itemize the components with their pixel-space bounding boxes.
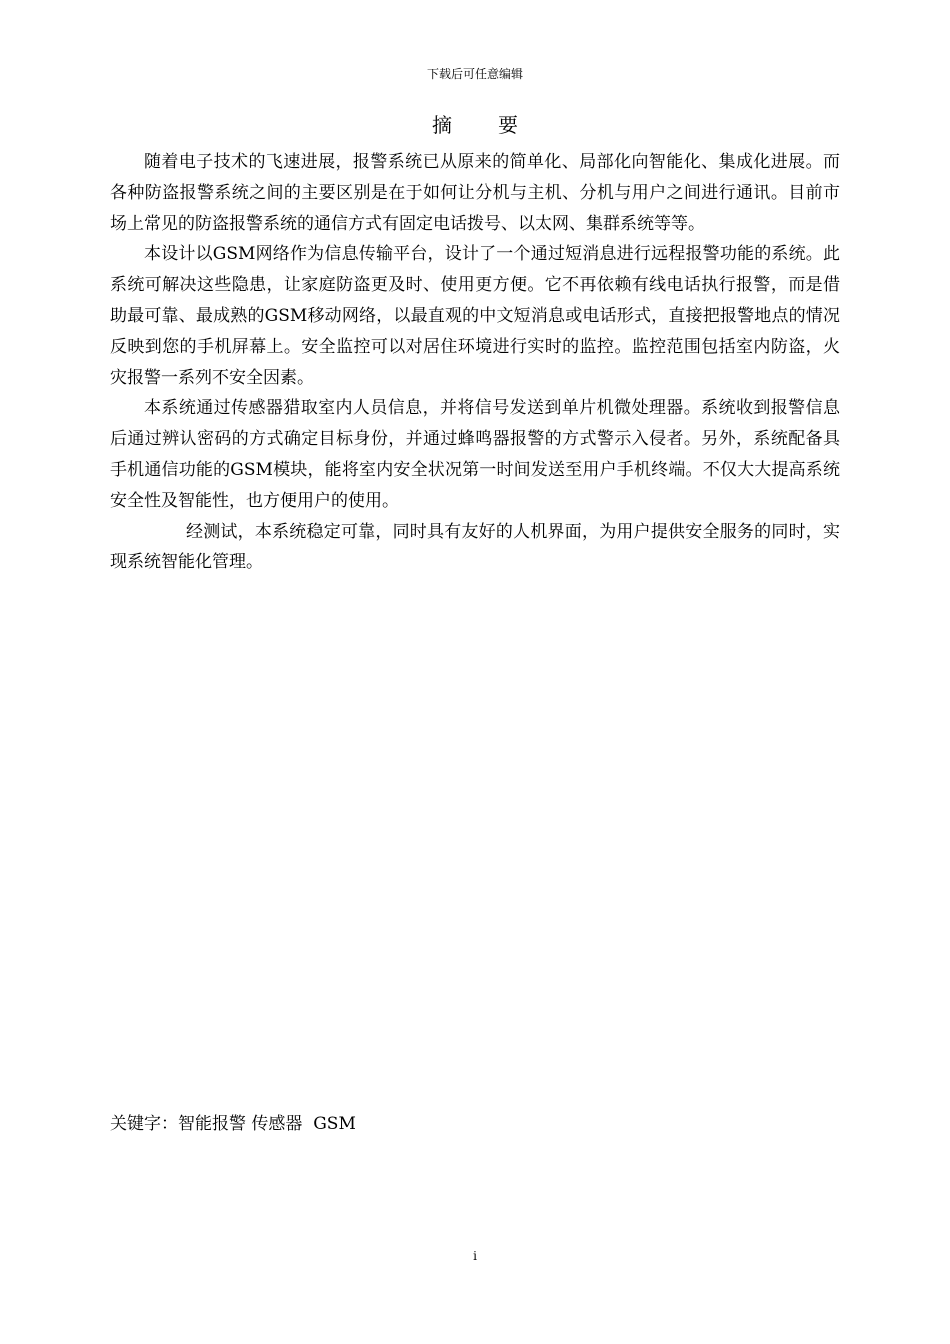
abstract-paragraph-2: 本设计以GSM网络作为信息传输平台，设计了一个通过短消息进行远程报警功能的系统。此系统可解决这些隐患，让家庭防盗更及时、使用更方便。它不再依赖有线电话执行报警，而是借助最可靠、最成熟的GSM移动网络，以最直观的中文短消息或电话形式，直接把报警地点的情况反映到您的手机屏幕上。安全监控可以对居住环境进行实时的监控。监控范围包括室内防盗，火灾报警一系列不安全因素。 <box>110 244 840 388</box>
abstract-paragraph-3: 本系统通过传感器猎取室内人员信息，并将信号发送到单片机微处理器。系统收到报警信息后通过辨认密码的方式确定目标身份，并通过蜂鸣器报警的方式警示入侵者。另外，系统配备具手机通信功能的GSM模块，能将室内安全状况第一时间发送至用户手机终端。不仅大大提高系统安全性及智能性，也方便用户的使用。 <box>110 398 840 511</box>
keywords-line <box>110 1112 356 1136</box>
title-char-2: 要 <box>498 113 518 137</box>
header-note: 下载后可任意编辑 <box>426 67 523 81</box>
keywords-label: 关键字： <box>110 1114 178 1134</box>
page-title <box>0 112 950 138</box>
page-number: i <box>473 1249 477 1263</box>
keyword-item: 智能报警 <box>178 1114 246 1134</box>
abstract-paragraph-1: 随着电子技术的飞速进展，报警系统已从原来的简单化、局部化向智能化、集成化进展。而各种防盗报警系统之间的主要区别是在于如何让分机与主机、分机与用户之间进行通讯。目前市场上常见的防盗报警系统的通信方式有固定电话拨号、以太网、集群系统等等。 <box>110 152 840 234</box>
abstract-paragraph-4: 经测试，本系统稳定可靠，同时具有友好的人机界面，为用户提供安全服务的同时，实现系统智能化管理。 <box>110 521 840 573</box>
abstract-body <box>110 147 840 578</box>
title-char-1: 摘 <box>432 113 452 137</box>
keyword-item: 传感器 <box>251 1114 303 1134</box>
keyword-item: GSM <box>313 1114 356 1134</box>
